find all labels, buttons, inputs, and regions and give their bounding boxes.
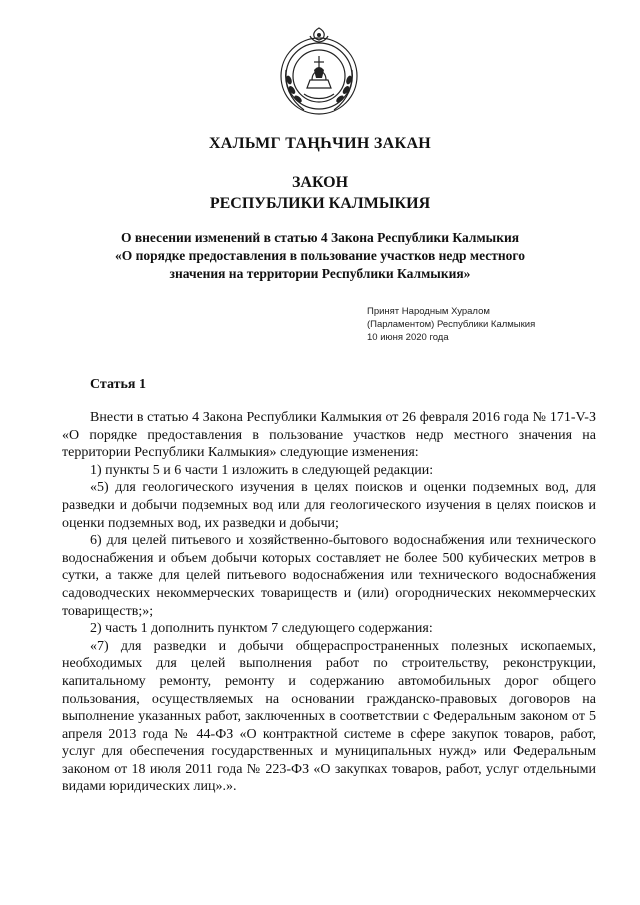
paragraph-point-5: «5) для геологического изучения в целях поисков и оценки подземных вод, для разведки и добычи подземных вод или для геологического изучения в целях поисков и оценки подземных вод, их разведки и добычи;	[62, 480, 596, 531]
subject-line-1: О внесении изменений в статью 4 Закона Республики Калмыкия	[120, 230, 520, 245]
adoption-line-1: Принят Народным Хуралом	[367, 306, 490, 317]
adoption-date: 10 июня 2020 года	[367, 332, 449, 343]
paragraph-point-7: «7) для разведки и добычи общераспространенных полезных ископаемых, необходимых для целей выполнения работ по строительству, реконструкции, капитальному ремонту, ремонту и содержанию автомобильных дорог общего пользования, осуществляемых на основании гражданско-правовых договоров на выполнение указанных работ, заключенных в соответствии с Федеральным законом от 5 апреля 2013 года № 44-ФЗ «О контрактной системе в сфере закупок товаров, работ, услуг для обеспечения государственных и муниципальных нужд» или Федеральным законом от 18 июля 2011 года № 223-ФЗ «О закупках товаров, работ, услуг отдельными видами юридических лиц».».	[62, 638, 596, 795]
paragraph-item-1: 1) пункты 5 и 6 части 1 изложить в следующей редакции:	[90, 462, 434, 478]
paragraph-intro: Внести в статью 4 Закона Республики Калмыкия от 26 февраля 2016 года № 171-V-З «О порядке предоставления в пользование участков недр местного значения на территории Республики Калмыкия» следующие изменения:	[62, 410, 596, 461]
law-title	[0, 172, 640, 214]
article-heading: Статья 1	[90, 377, 146, 392]
adoption-note	[367, 305, 607, 344]
paragraph-point-6: 6) для целей питьевого и хозяйственно-бытового водоснабжения или технического водоснабжения и объем добычи которых составляет не более 500 кубических метров в сутки, а также для целей питьевого водоснабжения или технического водоснабжения садоводческих некоммерческих товариществ и (или) огороднических некоммерческих товариществ;»;	[62, 533, 596, 619]
article-body	[62, 409, 596, 796]
coat-of-arms-icon	[272, 22, 366, 120]
kalmyk-law-title: ХАЛЬМГ ТАҢҺЧИН ЗАКАН	[208, 135, 432, 152]
law-title-line-2: РЕСПУБЛИКИ КАЛМЫКИЯ	[209, 195, 431, 212]
law-title-line-1: ЗАКОН	[291, 174, 349, 191]
subject-line-3: значения на территории Республики Калмыкия»	[169, 266, 471, 281]
paragraph-item-2: 2) часть 1 дополнить пунктом 7 следующего содержания:	[90, 621, 433, 637]
law-subject	[60, 229, 580, 283]
adoption-line-2: (Парламентом) Республики Калмыкия	[367, 319, 536, 330]
subject-line-2: «О порядке предоставления в пользование участков недр местного	[115, 248, 525, 263]
